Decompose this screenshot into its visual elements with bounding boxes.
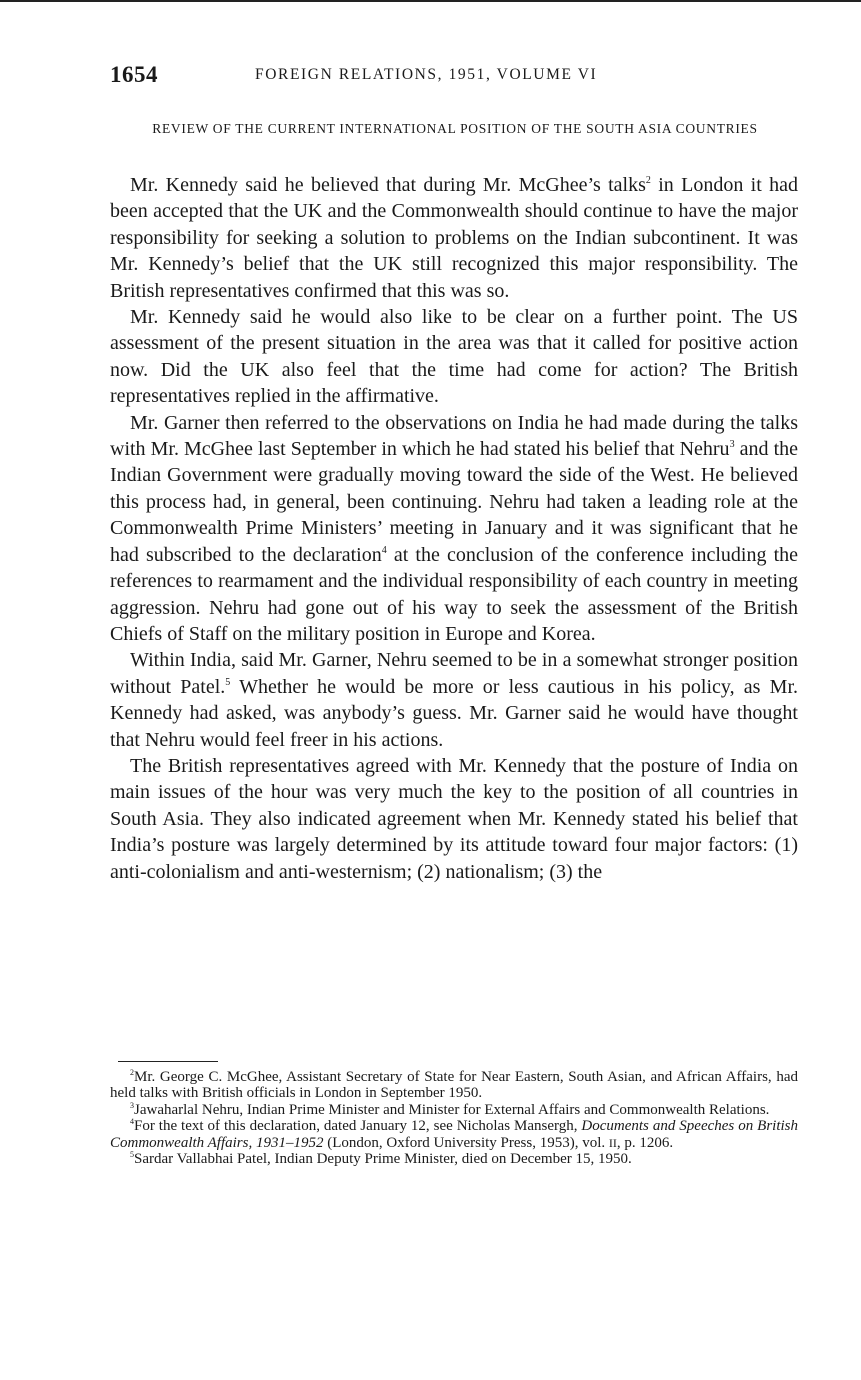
paragraph-3-text-c: at the conclusion of the conference including the references to rearmament and the individual responsibility of each country in meeting aggression. Nehru had gone out of his way to seek the assessment of the British Chiefs of Staff on the military position in Europe and Korea. [110, 543, 798, 645]
footnote-divider [118, 1061, 218, 1062]
footnote-4 [110, 1118, 798, 1151]
footnote-2 [110, 1069, 798, 1102]
footnote-ref-3: 3 [729, 439, 735, 451]
footnote-4-text-c: , p. 1206. [616, 1134, 674, 1151]
footnote-4-book-title: Documents and Speeches on British Commonwealth Affairs, 1931–1952 [110, 1118, 798, 1151]
paragraph-1-text-a: Mr. Kennedy said he believed that during Mr. McGhee’s talks [130, 174, 646, 196]
footnote-ref-2: 2 [645, 175, 651, 186]
footnotes [110, 1069, 798, 1167]
footnote-4-text-a: For the text of this declaration, dated January 12, see Nicholas Mansergh, [134, 1118, 582, 1135]
footnote-4-volume: II [608, 1135, 617, 1150]
paragraph-4-text-a: Within India, said Mr. Garner, Nehru seemed to be in a somewhat stronger position without Patel. [110, 649, 798, 698]
footnote-4-text-b: (London, Oxford University Press, 1953), vol. [323, 1134, 609, 1151]
footnote-2-text: Mr. George C. McGhee, Assistant Secretary of State for Near Eastern, South Asian, and African Affairs, had held talks with British officials in London in September 1950. [110, 1069, 798, 1102]
footnote-ref-5: 5 [225, 676, 231, 688]
page-number: 1654 [110, 62, 158, 87]
section-heading: REVIEW OF THE CURRENT INTERNATIONAL POSITION OF THE SOUTH ASIA COUNTRIES [152, 121, 758, 136]
footnote-5-text: Sardar Vallabhai Patel, Indian Deputy Prime Minister, died on December 15, 1950. [134, 1151, 632, 1168]
paragraph-1 [110, 172, 798, 304]
paragraph-4 [110, 647, 798, 753]
footnote-mark-2: 2 [130, 1068, 134, 1077]
body-text [110, 172, 798, 885]
footnote-3-text: Jawaharlal Nehru, Indian Prime Minister and Minister for External Affairs and Commonwealth Relations. [134, 1101, 770, 1118]
paragraph-4-text-b: Whether he would be more or less cautious in his policy, as Mr. Kennedy had asked, was anybody’s guess. Mr. Garner said he would have thought that Nehru would feel freer in his actions. [110, 675, 798, 751]
footnote-ref-4: 4 [381, 544, 387, 556]
footnote-mark-3: 3 [130, 1100, 134, 1110]
paragraph-5: The British representatives agreed with Mr. Kennedy that the posture of India on main issues of the hour was very much the key to the position of all countries in South Asia. They also indicated agreement when Mr. Kennedy stated his belief that India’s posture was largely determined by its attitude toward four major factors: (1) anti-colonialism and anti-westernism; (2) nationalism; (3) the [110, 754, 798, 883]
page-header [110, 62, 800, 92]
top-border-line [0, 0, 861, 2]
paragraph-2: Mr. Kennedy said he would also like to be clear on a further point. The US assessment of the present situation in the area was that it called for positive action now. Did the UK also feel that the time had come for action? The British representatives replied in the affirmative. [110, 306, 798, 408]
paragraph-1-text-b: in London it had been accepted that the UK and the Commonwealth should continue to have the major responsibility for seeking a solution to problems on the Indian subcontinent. It was Mr. Kennedy’s belief that the UK still recognized this major responsibility. The British representatives confirmed that this was so. [110, 174, 798, 302]
footnote-5 [110, 1151, 798, 1167]
paragraph-3-text-b: and the Indian Government were gradually moving toward the side of the West. He believed this process had, in general, been continuing. Nehru had taken a leading role at the Commonwealth Prime Ministers’ meeting in January and it was significant that he had subscribed to the declaration [110, 438, 799, 566]
paragraph-3 [110, 410, 798, 648]
paragraph-3-text-a: Mr. Garner then referred to the observations on India he had made during the talks with Mr. McGhee last September in which he had stated his belief that Nehru [110, 411, 798, 461]
running-title: FOREIGN RELATIONS, 1951, VOLUME VI [255, 66, 598, 83]
footnote-mark-4: 4 [130, 1117, 134, 1127]
footnote-3 [110, 1102, 798, 1118]
footnote-mark-5: 5 [130, 1150, 134, 1160]
